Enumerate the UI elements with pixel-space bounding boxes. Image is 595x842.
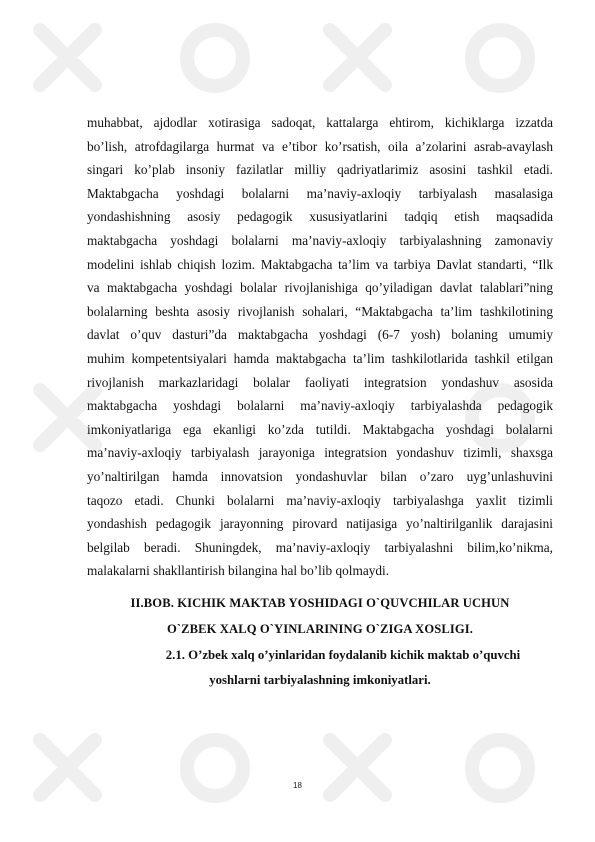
body-line: bo’lish, atrofdagilarga hurmat va e’tibor ko’rsatish, oila a’zolarini asrab-avaylash: [87, 138, 553, 154]
body-line: maktabgacha yoshdagi bolalarni ma’naviy-axloqiy tarbiyalashning zamonaviy: [87, 232, 553, 248]
body-line: Maktabgacha yoshdagi bolalarni ma’naviy-axloqiy tarbiyalash masalasiga: [87, 185, 553, 201]
body-line: yondashishning asosiy pedagogik xususiyatlarini tadqiq etish maqsadida: [87, 209, 553, 225]
body-line: davlat o’quv dasturi”da maktabgacha yoshdagi (6-7 yosh) bolaning umumiy: [87, 327, 553, 343]
body-line: muhim kompetentsiyalari hamda maktabgacha ta’lim tashkilotlarida tashkil etilgan: [87, 350, 553, 366]
chapter-heading-line-1: II.BOB. KICHIK MAKTAB YOSHIDAGI O`QUVCHILAR UCHUN: [130, 596, 510, 610]
body-line: yo’naltirilgan hamda innovatsion yondashuvlar bilan o’zaro uyg’unlashuvini: [87, 468, 553, 484]
body-line: rivojlanish markazlaridagi bolalar faoliyati integratsion yondashuv asosida: [87, 374, 553, 390]
body-line: taqozo etadi. Chunki bolalarni ma’naviy-axloqiy tarbiyalashga yaxlit tizimli: [87, 492, 553, 508]
body-line: maktabgacha yoshdagi bolalarni ma’naviy-axloqiy tarbiyalashda pedagogik: [87, 398, 553, 414]
body-line: belgilab beradi. Shuningdek, ma’naviy-axloqiy tarbiyalashni bilim,ko’nikma,: [87, 539, 553, 555]
chapter-heading-line-2: O`ZBEK XALQ O`YINLARINING O`ZIGA XOSLIGI.: [166, 622, 474, 636]
body-line: va maktabgacha yoshdagi bolalar rivojlanishiga qo’yiladigan davlat talablari”ning: [87, 280, 553, 296]
page-number: 18: [293, 781, 302, 790]
body-line: muhabbat, ajdodlar xotirasiga sadoqat, kattalarga ehtirom, kichiklarga izzatda: [87, 115, 553, 130]
body-text: [87, 111, 553, 583]
body-line: malakalarni shakllantirish bilangina hal bo’lib qolmaydi.: [87, 563, 390, 579]
body-line: singari ko’plab insoniy fazilatlar milliy qadriyatlarimiz asosini tashkil etadi.: [87, 162, 553, 178]
section-heading-line-2: yoshlarni tarbiyalashning imkoniyatlari.: [209, 673, 431, 687]
body-line: bolalarning beshta asosiy rivojlanish sohalari, “Maktabgacha ta’lim tashkilotining: [87, 303, 553, 319]
body-line: ma’naviy-axloqiy tarbiyalash jarayoniga integratsion yondashuv tizimli, shaxsga: [87, 445, 553, 461]
body-line: yondashish pedagogik jarayonning pirovard natijasiga yo’naltirilganlik darajasini: [87, 516, 553, 532]
body-line: modelini ishlab chiqish lozim. Maktabgacha ta’lim va tarbiya Davlat standarti, “Ilk: [87, 256, 553, 272]
body-line: imkoniyatlariga ega ekanligi ko’zda tutildi. Maktabgacha yoshdagi bolalarni: [87, 421, 553, 437]
section-heading-line-1: 2.1. O’zbek xalq o’yinlaridan foydalanib kichik maktab o’quvchi: [165, 648, 521, 662]
